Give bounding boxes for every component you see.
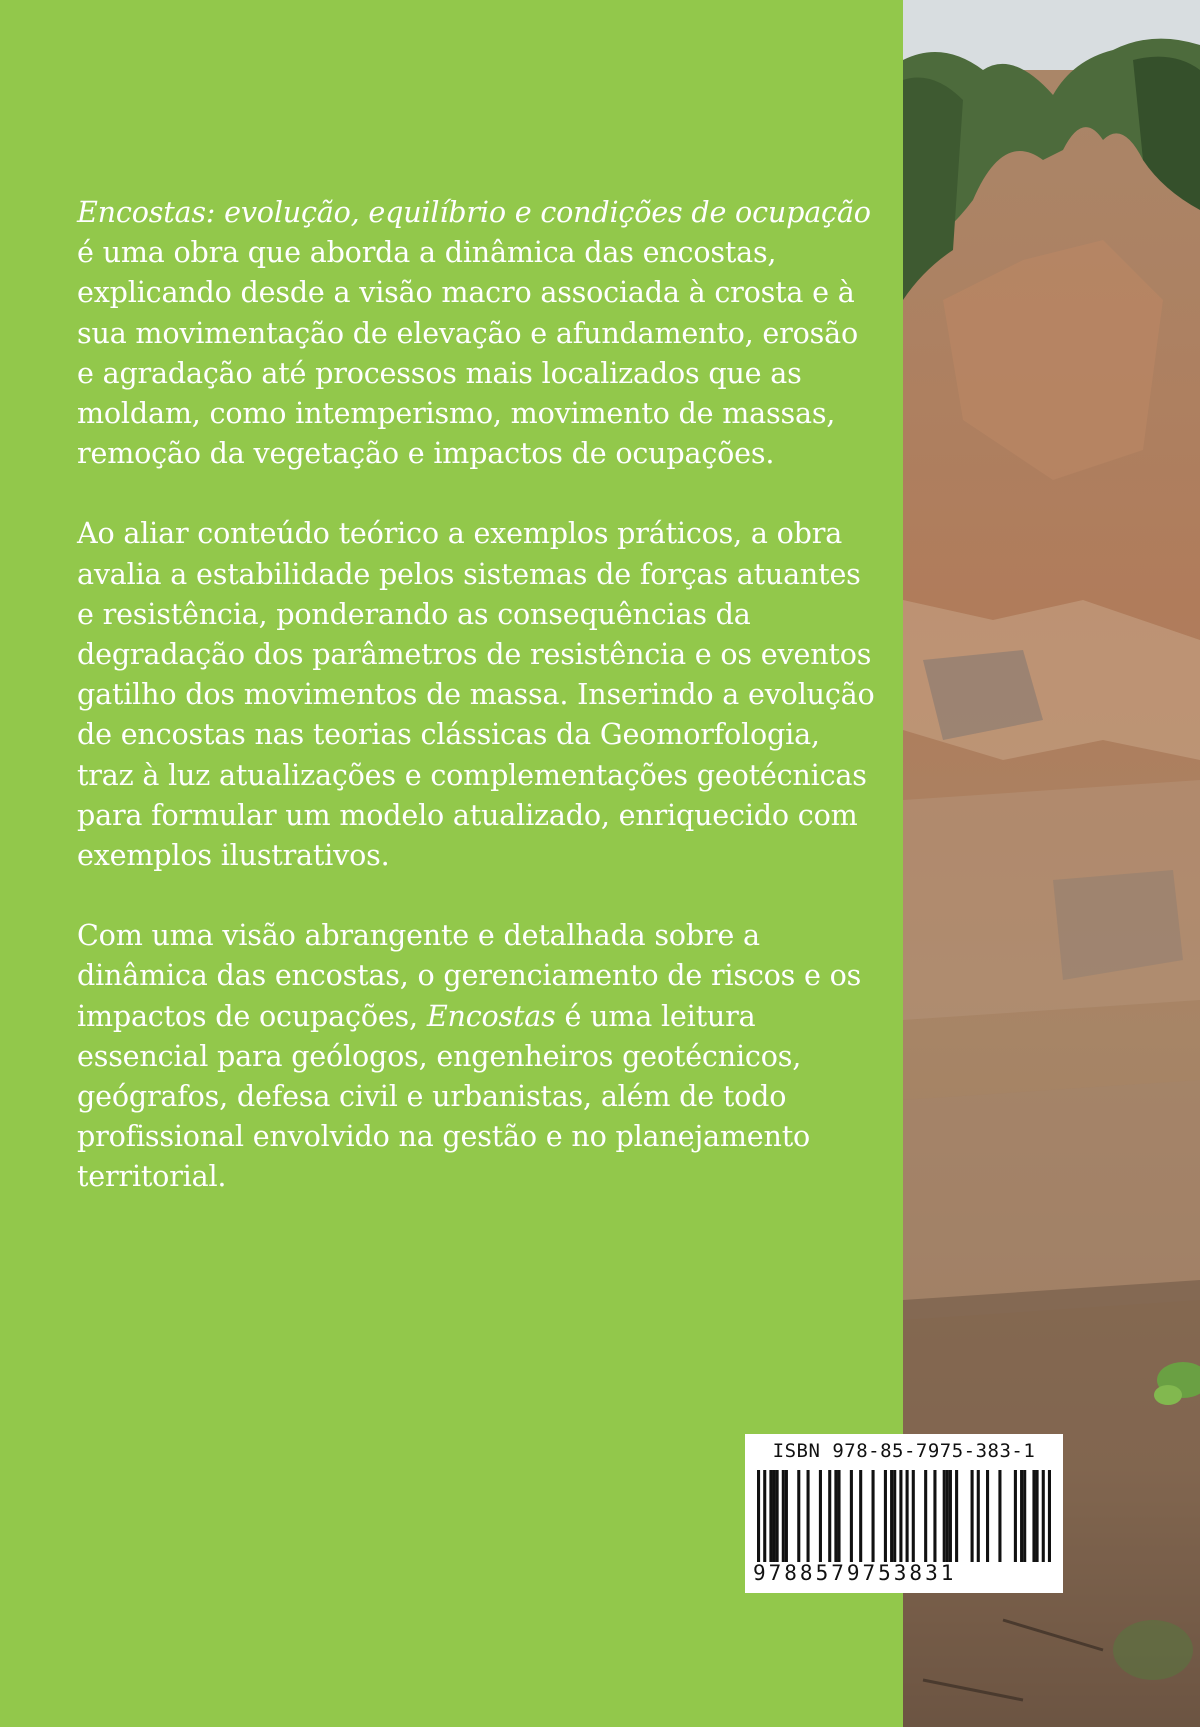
- paragraph-3-text-after: é uma leitura essencial para geólogos, engenheiros geotécnicos, geógrafos, defesa civil e urbanistas, além de todo profissional envolvido na gestão e no planejamento territorial.: [77, 998, 811, 1194]
- barcode-bar: [1048, 1470, 1051, 1562]
- barcode-bar: [819, 1470, 822, 1562]
- barcode-bar: [807, 1470, 810, 1562]
- barcode-bar: [912, 1470, 915, 1562]
- isbn-label: ISBN 978-85-7975-383-1: [772, 1440, 1036, 1462]
- barcode-bar: [757, 1470, 760, 1562]
- barcode-bar: [859, 1470, 862, 1562]
- barcode-bar: [906, 1470, 909, 1562]
- barcode-bar: [977, 1470, 980, 1562]
- barcode-bar: [893, 1470, 896, 1562]
- barcode-bar: [850, 1470, 853, 1562]
- barcode-bar: [872, 1470, 875, 1562]
- barcode-bar: [1042, 1470, 1045, 1562]
- barcode-bar: [899, 1470, 902, 1562]
- isbn-digits: 9788579753831: [753, 1561, 957, 1585]
- barcode-bar: [933, 1470, 936, 1562]
- book-title: Encostas: evolução, equilíbrio e condições de ocupação: [77, 195, 871, 229]
- barcode-bars: [757, 1470, 1051, 1562]
- barcode-bar: [1023, 1470, 1026, 1562]
- barcode-bar: [890, 1470, 893, 1562]
- paragraph-3: [77, 915, 877, 1196]
- paragraph-1: [77, 192, 877, 473]
- barcode-bar: [834, 1470, 837, 1562]
- paragraph-3-text-before: Com uma visão abrangente e detalhada sobre a dinâmica das encostas, o gerenciamento de riscos e os impactos de ocupações,: [77, 918, 862, 1033]
- barcode-bar: [763, 1470, 766, 1562]
- barcode-bar: [946, 1470, 949, 1562]
- barcode-bar: [955, 1470, 958, 1562]
- barcode-bar: [924, 1470, 927, 1562]
- barcode-bar: [785, 1470, 788, 1562]
- barcode-bar: [998, 1470, 1001, 1562]
- barcode-bar: [776, 1470, 779, 1562]
- barcode-bar: [797, 1470, 800, 1562]
- barcode-bar: [769, 1470, 772, 1562]
- barcode-bar: [971, 1470, 974, 1562]
- barcode-bar: [943, 1470, 946, 1562]
- barcode-bar: [884, 1470, 887, 1562]
- barcode-bar: [772, 1470, 775, 1562]
- paragraph-2: Ao aliar conteúdo teórico a exemplos práticos, a obra avalia a estabilidade pelos sistemas de forças atuantes e resistência, ponderando as consequências da degradação dos parâmetros de resistência e os eventos gatilho dos movimentos de massa. Inserindo a evolução de encostas nas teorias clássicas da Geomorfologia, traz à luz atualizações e complementações geotécnicas para formular um modelo atualizado, enriquecido com exemplos ilustrativos.: [77, 516, 875, 873]
- barcode-bar: [1020, 1470, 1023, 1562]
- barcode-bar: [837, 1470, 840, 1562]
- paragraph-1-text: é uma obra que aborda a dinâmica das encostas, explicando desde a visão macro associada à crosta e à sua movimentação de elevação e afundamento, erosão e agradação até processos mais localizados que as moldam, como intemperismo, movimento de massas, remoção da vegetação e impactos de ocupações.: [77, 235, 858, 471]
- barcode-bar: [782, 1470, 785, 1562]
- barcode-bar: [828, 1470, 831, 1562]
- barcode-bar: [1036, 1470, 1039, 1562]
- isbn-barcode: [745, 1434, 1063, 1593]
- book-short-title: Encostas: [426, 998, 556, 1033]
- back-cover-text: [77, 192, 877, 1237]
- barcode-bar: [1014, 1470, 1017, 1562]
- barcode-bar: [1032, 1470, 1035, 1562]
- barcode-bar: [949, 1470, 952, 1562]
- barcode-bar: [986, 1470, 989, 1562]
